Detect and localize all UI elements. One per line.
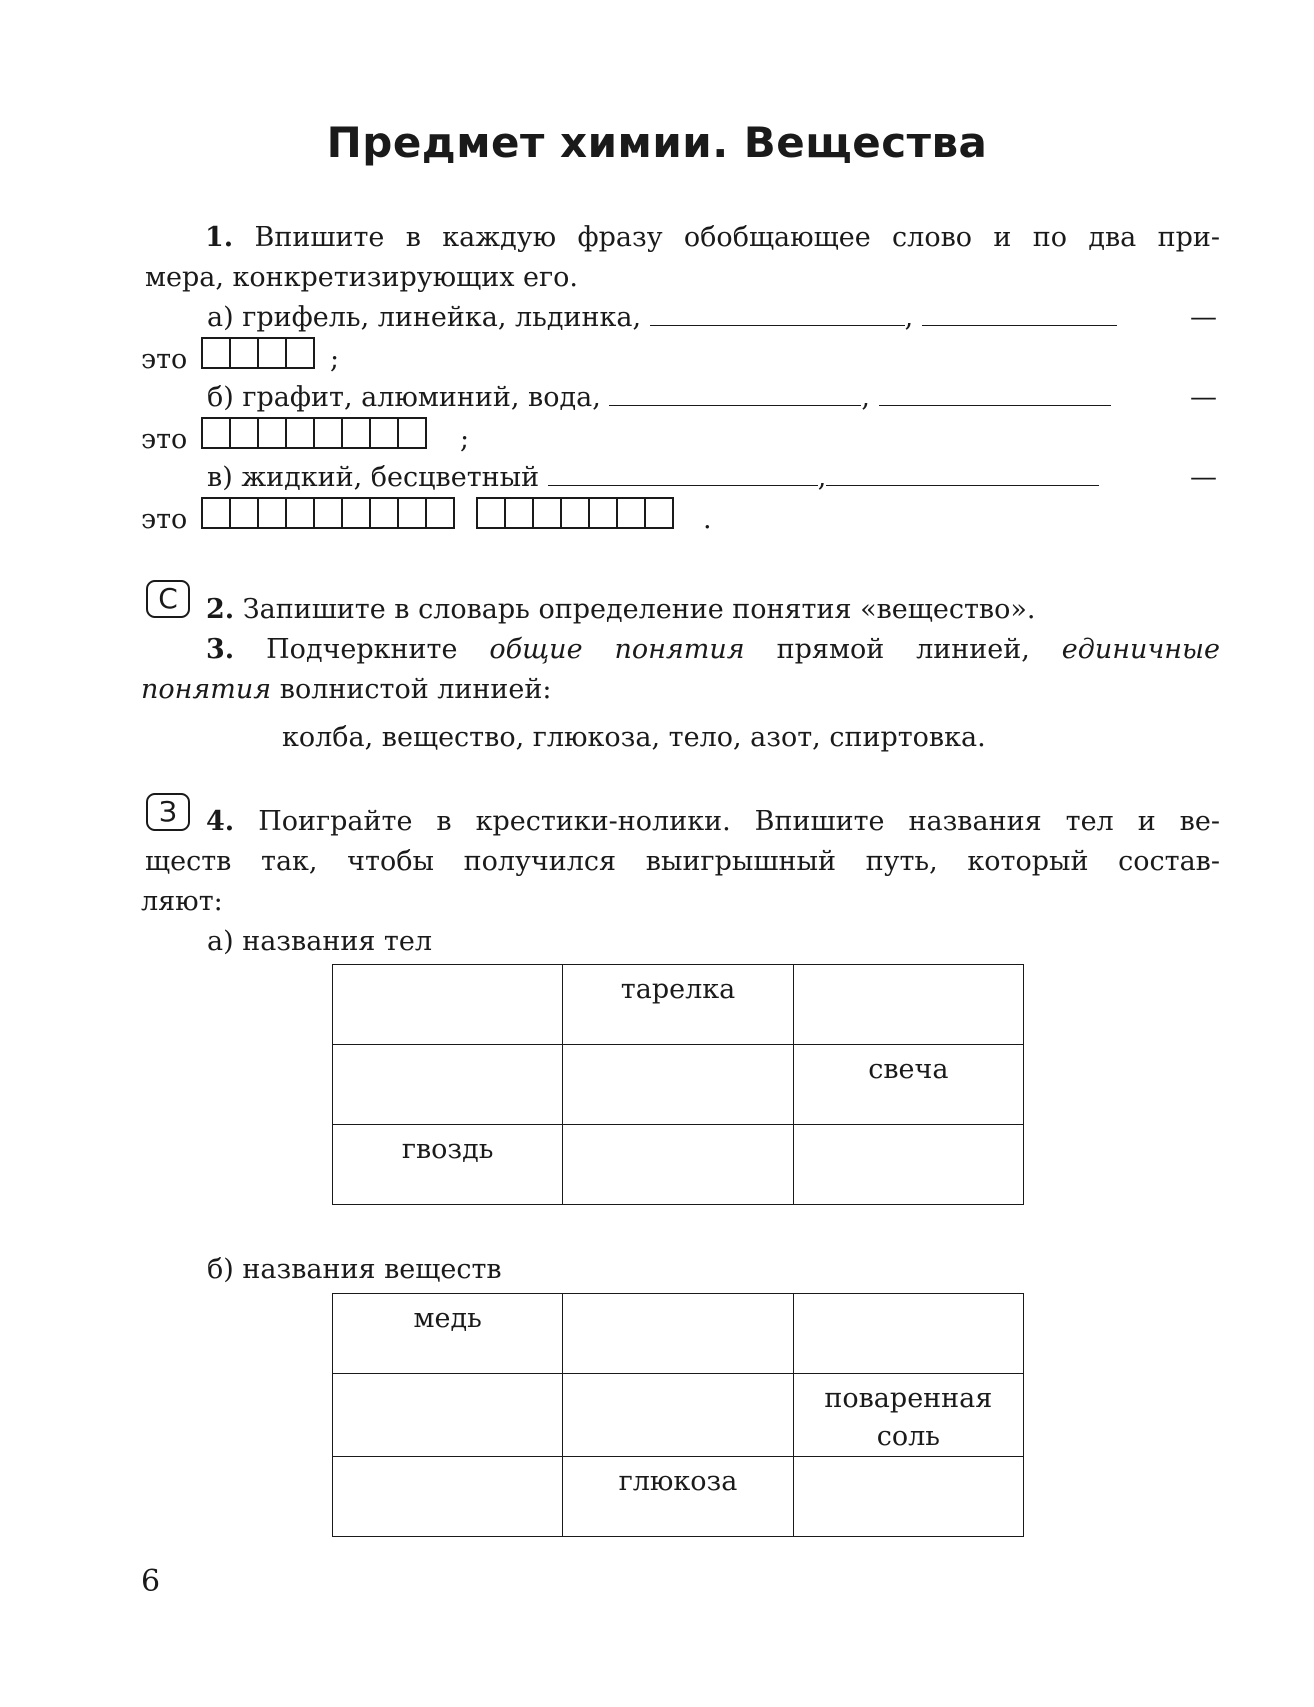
grid-cell[interactable]: [563, 1125, 793, 1205]
task1a-eto: это: [141, 344, 188, 375]
grid-cell[interactable]: [793, 1294, 1023, 1374]
task1c-end: .: [703, 504, 712, 535]
task1c-blank2[interactable]: [826, 459, 1099, 486]
task3-single: единичные: [1061, 634, 1220, 665]
task1a-dash: —: [1190, 302, 1217, 333]
table-row: [333, 1457, 1024, 1537]
task4-line3: ляют:: [141, 886, 223, 917]
grid-cell[interactable]: [333, 1457, 563, 1537]
grid-cell[interactable]: [333, 1374, 563, 1457]
task1c-line: [207, 458, 1099, 498]
task1a-line: [207, 298, 1117, 338]
task1b-comma: ,: [861, 382, 870, 413]
table-row: [333, 1125, 1024, 1205]
task3-words[interactable]: колба, вещество, глюкоза, тело, азот, спиртовка.: [282, 722, 986, 753]
task1-number: 1.: [205, 222, 234, 253]
task1a-end: ;: [330, 344, 340, 375]
task2-line: [206, 590, 1035, 630]
task1a-comma: ,: [904, 302, 914, 333]
grid-cell[interactable]: тарелка: [563, 965, 793, 1045]
task2-number: 2.: [206, 594, 235, 625]
task1-intro: [145, 218, 1220, 258]
table-row: [333, 1374, 1024, 1457]
task4-text-line1: Поиграйте в крестики-нолики. Впишите названия тел и ве-: [258, 806, 1220, 837]
grid-cell[interactable]: свеча: [793, 1045, 1023, 1125]
task3-line1: [145, 630, 1220, 670]
task1c-letter-boxes-word1[interactable]: [201, 497, 453, 529]
task1a-text: а) грифель, линейка, льдинка,: [207, 302, 642, 333]
tictactoe-substances: [332, 1293, 1024, 1537]
page-title: Предмет химии. Вещества: [326, 118, 988, 167]
task1b-letter-boxes[interactable]: [201, 417, 425, 449]
task1c-dash: —: [1190, 462, 1217, 493]
task1b-blank1[interactable]: [609, 379, 861, 406]
task4-line2: ществ так, чтобы получился выигрышный путь, который состав-: [145, 846, 1220, 877]
task1b-dash: —: [1190, 382, 1217, 413]
tictactoe-bodies: [332, 964, 1024, 1205]
grid-cell[interactable]: глюкоза: [563, 1457, 793, 1537]
grid-cell[interactable]: [563, 1374, 793, 1457]
task4-a-label: а) названия тел: [207, 926, 433, 957]
task1c-comma: ,: [817, 462, 827, 493]
task4-b-label: б) названия веществ: [207, 1254, 502, 1285]
badge-z-icon: З: [146, 793, 190, 831]
grid-cell[interactable]: поваренная соль: [793, 1374, 1023, 1457]
task3-t1: Подчеркните: [266, 634, 458, 665]
table-row: [333, 1294, 1024, 1374]
grid-cell[interactable]: [563, 1045, 793, 1125]
grid-cell[interactable]: [793, 1125, 1023, 1205]
badge-c-icon: С: [146, 580, 190, 618]
task1b-eto: это: [141, 424, 188, 455]
task1a-letter-boxes[interactable]: [201, 337, 313, 369]
task1-text-line1: Впишите в каждую фразу обобщающее слово и по два при-: [254, 222, 1220, 253]
task1c-eto: это: [141, 504, 188, 535]
task3-general-concepts: общие понятия: [489, 634, 745, 665]
grid-cell[interactable]: [333, 1045, 563, 1125]
task4-number: 4.: [206, 806, 235, 837]
grid-cell[interactable]: [793, 965, 1023, 1045]
task3-concepts: понятия: [141, 674, 272, 705]
task3-t6: волнистой линией:: [279, 674, 552, 705]
task2-text: Запишите в словарь определение понятия «вещество».: [242, 594, 1036, 625]
task1a-blank1[interactable]: [650, 299, 905, 326]
task4-line1: [145, 802, 1220, 842]
task1c-letter-boxes-word2[interactable]: [476, 497, 672, 529]
task1b-text: б) графит, алюминий, вода,: [207, 382, 601, 413]
grid-cell[interactable]: медь: [333, 1294, 563, 1374]
page-number: 6: [141, 1564, 161, 1599]
task1c-text: в) жидкий, бесцветный: [207, 462, 540, 493]
table-row: [333, 965, 1024, 1045]
table-row: [333, 1045, 1024, 1125]
grid-cell[interactable]: [793, 1457, 1023, 1537]
grid-cell[interactable]: [563, 1294, 793, 1374]
grid-cell[interactable]: гвоздь: [333, 1125, 563, 1205]
task1b-blank2[interactable]: [879, 379, 1111, 406]
task1b-end: ;: [460, 424, 470, 455]
task3-number: 3.: [206, 634, 235, 665]
task1a-blank2[interactable]: [922, 299, 1117, 326]
task3-t3: прямой линией,: [776, 634, 1030, 665]
task1-text-line2: мера, конкретизирующих его.: [145, 262, 578, 293]
grid-cell[interactable]: [333, 965, 563, 1045]
task3-line2: [141, 670, 551, 710]
task1c-blank1[interactable]: [548, 459, 818, 486]
task1b-line: [207, 378, 1111, 418]
